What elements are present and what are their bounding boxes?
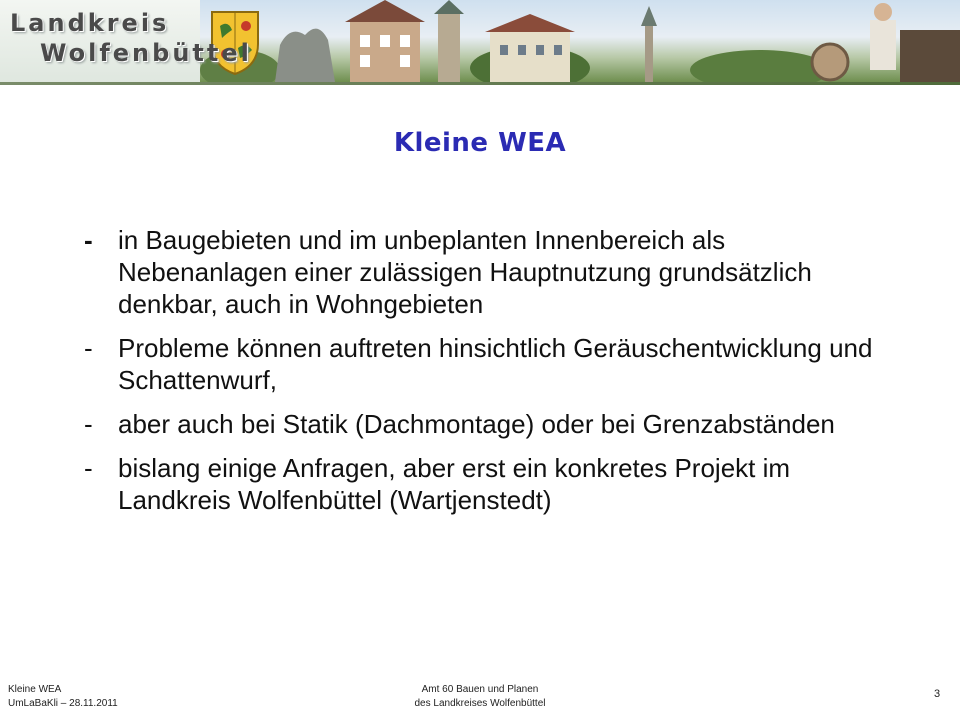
tree-shape <box>690 50 830 82</box>
house-icon <box>350 20 420 82</box>
wheel-icon <box>812 44 848 80</box>
footer-left <box>8 683 118 711</box>
statue-icon <box>275 29 335 82</box>
bullet-text: Probleme können auftreten hinsichtlich Geräuschentwicklung und Schattenwurf, <box>118 333 873 395</box>
footer-center <box>380 683 580 711</box>
logo-line-2: Wolfenbüttel <box>40 39 252 67</box>
bullet-text: aber auch bei Statik (Dachmontage) oder bei Grenzabständen <box>118 409 835 439</box>
footer-organization: des Landkreises Wolfenbüttel <box>414 698 546 709</box>
header-banner <box>0 0 960 82</box>
header-divider <box>0 82 960 85</box>
district-logo-text <box>10 8 252 68</box>
logo-line-1: Landkreis <box>10 9 170 37</box>
page-number: 3 <box>934 688 941 700</box>
bullet-text: bislang einige Anfragen, aber erst ein konkretes Projekt im Landkreis Wolfenbüttel (Wartjenstedt) <box>118 453 791 515</box>
footer-event-date: UmLaBaKli – 28.11.2011 <box>8 698 118 709</box>
bullet-marker: - <box>84 409 93 439</box>
bullet-item <box>84 452 884 516</box>
tower-icon <box>438 12 460 82</box>
bullet-text: in Baugebieten und im unbeplanten Innenbereich als Nebenanlagen einer zulässigen Hauptnutzung grundsätzlich denkbar, auch in Wohngebieten <box>118 225 812 319</box>
bullet-marker: - <box>84 333 93 363</box>
bullet-item <box>84 224 884 320</box>
church-icon <box>645 25 653 82</box>
bullet-marker: - <box>84 453 93 483</box>
collage-illustration <box>200 0 960 82</box>
footer-department: Amt 60 Bauen und Planen <box>421 684 539 695</box>
bullet-item <box>84 408 884 440</box>
building-icon <box>490 30 570 82</box>
slide-title: Kleine WEA <box>393 128 567 158</box>
header-photo-collage <box>200 0 960 82</box>
bullet-item <box>84 332 884 396</box>
footer-topic: Kleine WEA <box>8 684 62 695</box>
craftsman-figure <box>870 20 896 70</box>
bullet-list <box>84 224 884 528</box>
bullet-marker: - <box>84 225 93 255</box>
